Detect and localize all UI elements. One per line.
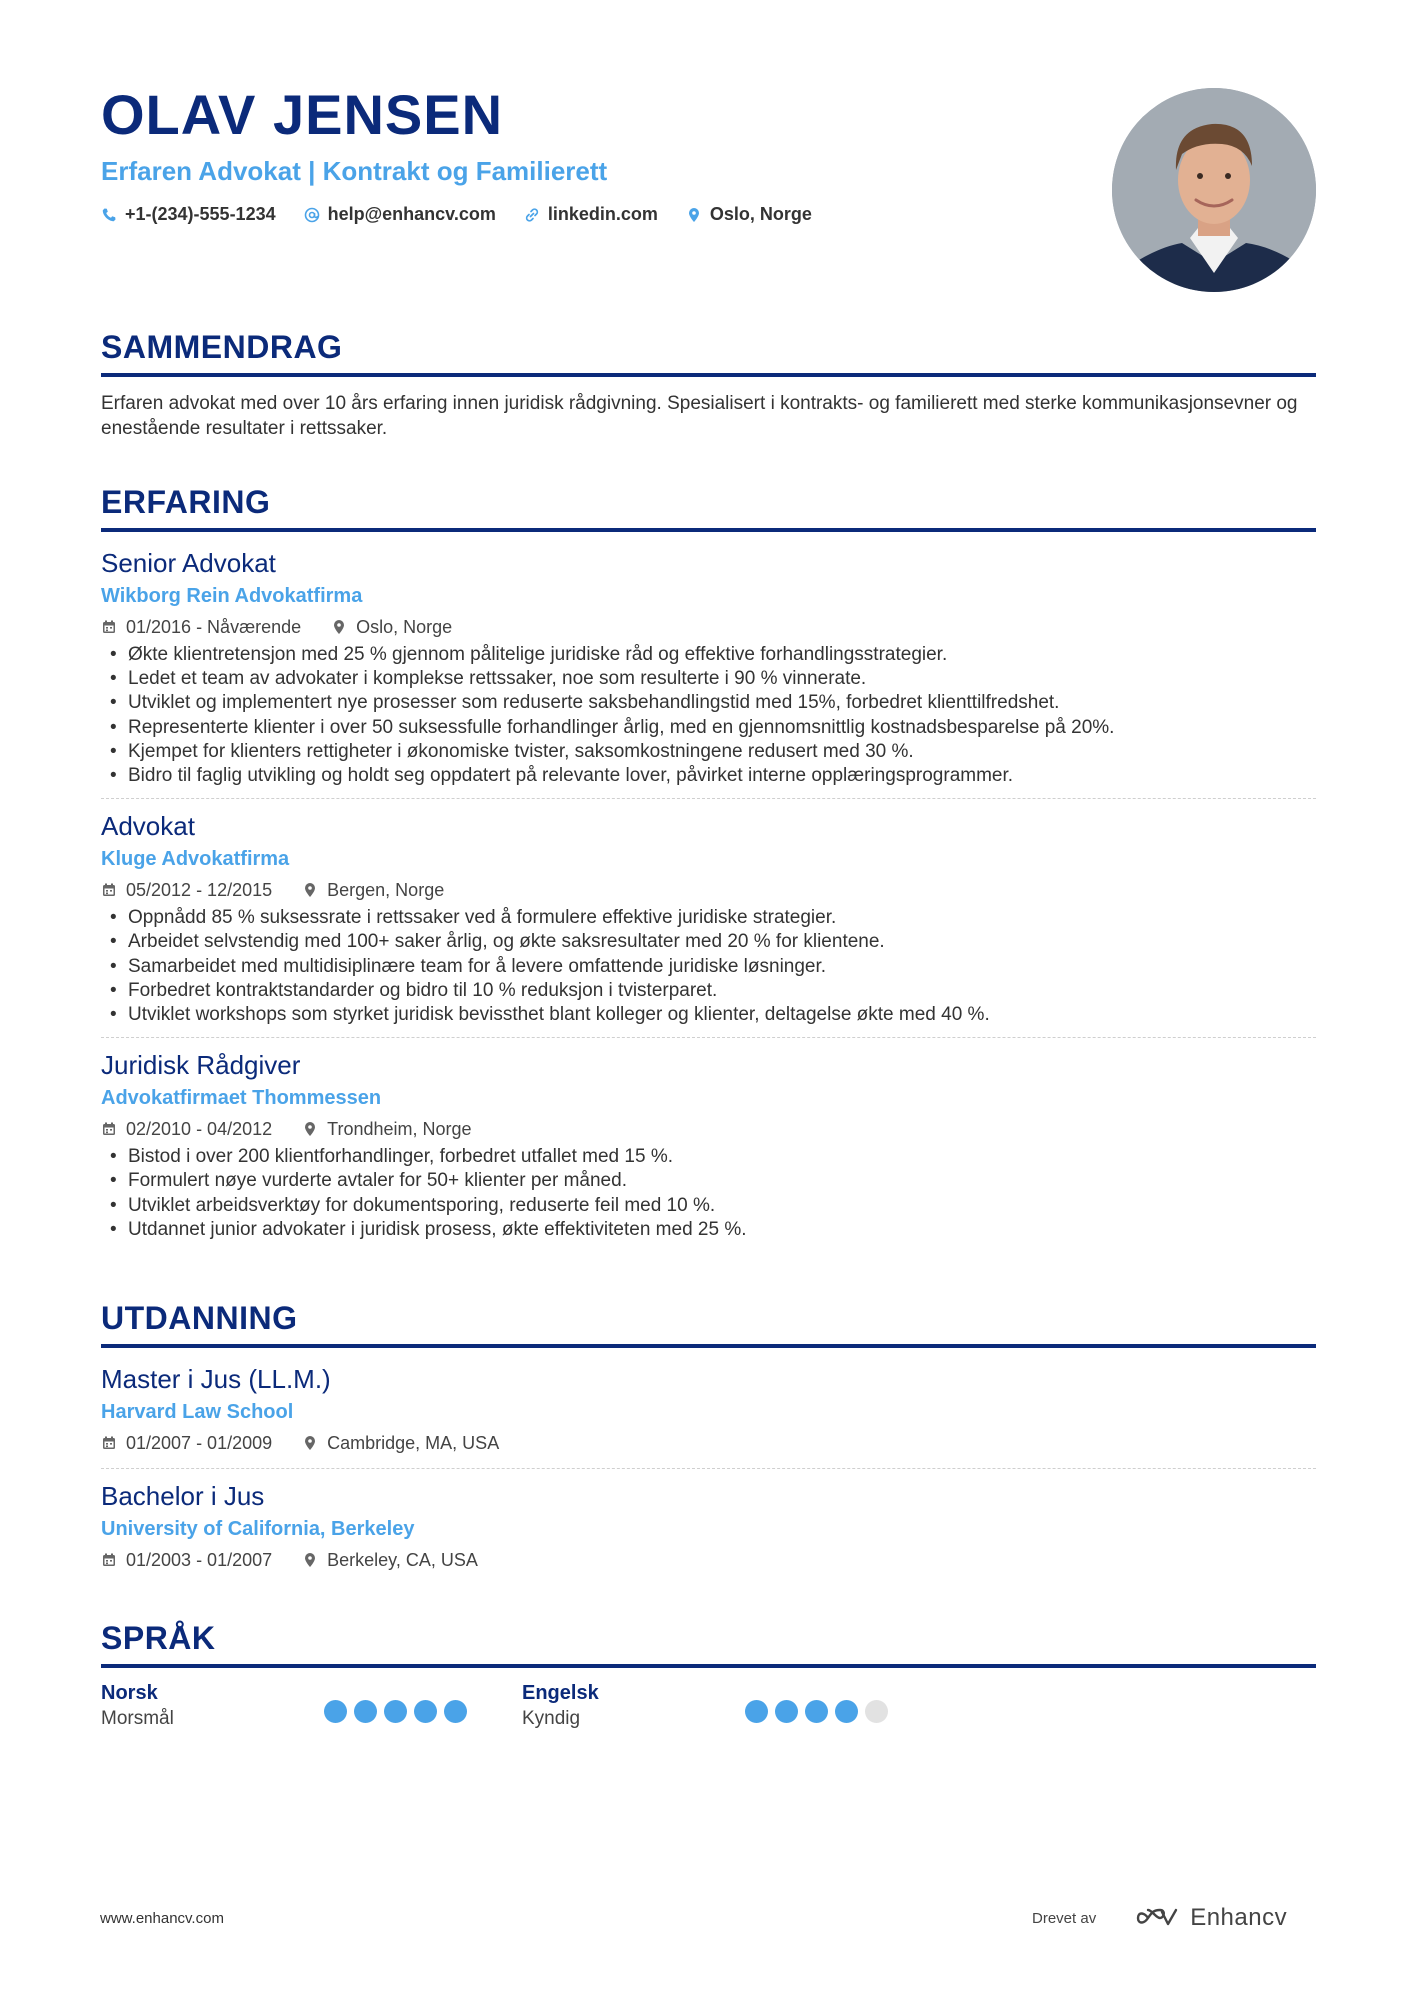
education-location xyxy=(302,1547,478,1573)
job-dates xyxy=(101,1116,272,1142)
language-name: Norsk xyxy=(101,1682,158,1704)
summary-text: Erfaren advokat med over 10 års erfaring innen juridisk rådgivning. Spesialisert i kontrakts- og familierett med sterke kommunikasjonsevner og enestående resultater i rettssaker. xyxy=(101,393,1298,439)
summary-section xyxy=(101,327,1316,441)
education-heading: UTDANNING xyxy=(101,1300,298,1336)
job-location-text: Bergen, Norge xyxy=(327,880,445,901)
job-location xyxy=(302,1116,471,1142)
profile-photo-illustration xyxy=(1112,88,1316,292)
infinity-logo-icon xyxy=(1136,1906,1182,1930)
rating-dot-filled xyxy=(775,1700,798,1723)
language-item xyxy=(101,1680,174,1732)
education-section xyxy=(101,1298,1316,1573)
section-divider xyxy=(101,373,1316,377)
bullet-item: • Representerte klienter i over 50 suksessfulle forhandlinger årlig, med en gjennomsnittlig kostnadsbesparelse på 20%. xyxy=(101,716,1316,740)
candidate-title: Erfaren Advokat | Kontrakt og Familierett xyxy=(101,156,608,186)
link-icon xyxy=(524,207,540,223)
job-meta xyxy=(101,877,1316,903)
education-location-text: Cambridge, MA, USA xyxy=(327,1433,500,1453)
location-text: Oslo, Norge xyxy=(709,204,812,224)
location-pin-icon xyxy=(302,1435,318,1451)
rating-dot-filled xyxy=(745,1700,768,1723)
language-item xyxy=(522,1680,599,1732)
location-pin-icon xyxy=(302,882,318,898)
education-dates xyxy=(101,1547,272,1573)
location-pin-icon xyxy=(686,207,702,223)
rating-dot-filled xyxy=(444,1700,467,1723)
contact-linkedin[interactable] xyxy=(524,204,658,225)
entry-divider xyxy=(101,798,1316,799)
section-divider xyxy=(101,1344,1316,1348)
section-divider xyxy=(101,528,1316,532)
header xyxy=(101,82,1101,225)
brand-logo xyxy=(1136,1904,1287,1932)
job-location xyxy=(302,877,444,903)
powered-by-text: Drevet av xyxy=(1032,1909,1097,1927)
calendar-icon xyxy=(101,1552,117,1568)
school-name: University of California, Berkeley xyxy=(101,1518,415,1540)
education-location xyxy=(302,1430,499,1456)
languages-heading: SPRÅK xyxy=(101,1620,216,1656)
education-entry xyxy=(101,1479,1316,1573)
contact-phone xyxy=(101,204,276,225)
language-rating xyxy=(745,1700,888,1723)
experience-heading: ERFARING xyxy=(101,484,271,520)
bullet-item: • Bistod i over 200 klientforhandlinger, forbedret utfallet med 15 %. xyxy=(101,1145,1316,1169)
location-pin-icon xyxy=(302,1121,318,1137)
education-meta xyxy=(101,1547,1316,1573)
linkedin-text: linkedin.com xyxy=(547,204,658,224)
contact-row xyxy=(101,204,1101,225)
bullet-item: • Økte klientretensjon med 25 % gjennom pålitelige juridiske råd og effektive forhandlingsstrategier. xyxy=(101,643,1316,667)
rating-dot-filled xyxy=(384,1700,407,1723)
entry-divider xyxy=(101,1037,1316,1038)
email-text: help@enhancv.com xyxy=(327,204,496,224)
education-meta xyxy=(101,1430,1316,1456)
education-dates-text: 01/2003 - 01/2007 xyxy=(126,1550,273,1570)
job-dates-text: 01/2016 - Nåværende xyxy=(126,617,302,637)
at-icon xyxy=(304,207,320,223)
languages-section xyxy=(101,1618,1316,1760)
rating-dot-filled xyxy=(835,1700,858,1723)
entry-divider xyxy=(101,1468,1316,1469)
summary-heading: SAMMENDRAG xyxy=(101,329,343,365)
phone-text: +1-(234)-555-1234 xyxy=(125,204,276,224)
bullet-item: • Bidro til faglig utvikling og holdt seg oppdatert på relevante lover, påvirket interne opplæringsprogrammer. xyxy=(101,764,1316,788)
experience-entry xyxy=(101,1048,1316,1242)
location-pin-icon xyxy=(331,619,347,635)
bullet-item: • Kjempet for klienters rettigheter i økonomiske tvister, saksomkostningene redusert med 30 %. xyxy=(101,740,1316,764)
bullet-item: • Arbeidet selvstendig med 100+ saker årlig, og økte saksresultater med 20 % for klientene. xyxy=(101,930,1316,954)
language-level: Morsmål xyxy=(101,1708,174,1729)
calendar-icon xyxy=(101,1435,117,1451)
footer-website[interactable]: www.enhancv.com xyxy=(100,1910,224,1927)
job-role: Advokat xyxy=(101,811,195,842)
job-dates-text: 05/2012 - 12/2015 xyxy=(126,880,273,901)
job-bullets xyxy=(101,906,1316,1027)
experience-entry xyxy=(101,546,1316,788)
language-name: Engelsk xyxy=(522,1682,599,1704)
contact-location xyxy=(686,204,812,225)
bullet-item: • Forbedret kontraktstandarder og bidro til 10 % reduksjon i tvisterparet. xyxy=(101,979,1316,1003)
language-level: Kyndig xyxy=(522,1708,581,1729)
bullet-item: • Ledet et team av advokater i komplekse rettssaker, noe som resulterte i 90 % vinnerate. xyxy=(101,667,1316,691)
bullet-item: • Utviklet arbeidsverktøy for dokumentsporing, reduserte feil med 10 %. xyxy=(101,1194,1316,1218)
education-dates-text: 01/2007 - 01/2009 xyxy=(126,1433,273,1453)
calendar-icon xyxy=(101,619,117,635)
calendar-icon xyxy=(101,882,117,898)
job-company: Advokatfirmaet Thommessen xyxy=(101,1087,382,1110)
education-dates xyxy=(101,1430,272,1456)
job-meta xyxy=(101,614,1316,640)
bullet-item: • Utviklet workshops som styrket juridisk bevissthet blant kolleger og klienter, deltagelse økte med 40 %. xyxy=(101,1003,1316,1027)
calendar-icon xyxy=(101,1121,117,1137)
rating-dot-filled xyxy=(324,1700,347,1723)
school-name: Harvard Law School xyxy=(101,1401,294,1423)
degree-title: Bachelor i Jus xyxy=(101,1481,265,1511)
phone-icon xyxy=(101,207,117,223)
job-dates-text: 02/2010 - 04/2012 xyxy=(126,1119,273,1140)
job-location xyxy=(331,614,452,640)
education-location-text: Berkeley, CA, USA xyxy=(327,1550,478,1570)
rating-dot-empty xyxy=(865,1700,888,1723)
degree-title: Master i Jus (LL.M.) xyxy=(101,1364,331,1394)
brand-name: Enhancv xyxy=(1190,1904,1288,1931)
education-entry xyxy=(101,1362,1316,1456)
bullet-item: • Formulert nøye vurderte avtaler for 50+ klienter per måned. xyxy=(101,1169,1316,1193)
job-bullets xyxy=(101,1145,1316,1242)
job-dates xyxy=(101,614,301,640)
contact-email[interactable] xyxy=(304,204,496,225)
rating-dot-filled xyxy=(414,1700,437,1723)
job-dates xyxy=(101,877,272,903)
job-meta xyxy=(101,1116,1316,1142)
job-company: Kluge Advokatfirma xyxy=(101,848,290,871)
bullet-item: • Utviklet og implementert nye prosesser som reduserte saksbehandlingstid med 15%, forbedret klienttilfredshet. xyxy=(101,691,1316,715)
rating-dot-filled xyxy=(354,1700,377,1723)
bullet-item: • Utdannet junior advokater i juridisk prosess, økte effektiviteten med 25 %. xyxy=(101,1218,1316,1242)
job-role: Senior Advokat xyxy=(101,548,276,578)
job-location-text: Oslo, Norge xyxy=(356,617,453,637)
bullet-item: • Samarbeidet med multidisiplinære team for å levere omfattende juridiske løsninger. xyxy=(101,955,1316,979)
footer-branding xyxy=(1032,1904,1287,1932)
location-pin-icon xyxy=(302,1552,318,1568)
languages-list xyxy=(101,1680,1316,1760)
experience-section xyxy=(101,482,1316,1242)
experience-entry xyxy=(101,809,1316,1027)
job-role: Juridisk Rådgiver xyxy=(101,1050,301,1081)
section-divider xyxy=(101,1664,1316,1668)
bullet-item: • Oppnådd 85 % suksessrate i rettssaker ved å formulere effektive juridiske strategier. xyxy=(101,906,1316,930)
job-company: Wikborg Rein Advokatfirma xyxy=(101,585,363,607)
job-location-text: Trondheim, Norge xyxy=(327,1119,472,1140)
rating-dot-filled xyxy=(805,1700,828,1723)
candidate-name: OLAV JENSEN xyxy=(101,83,504,146)
language-rating xyxy=(324,1700,467,1723)
job-bullets xyxy=(101,643,1316,788)
profile-photo xyxy=(1112,88,1316,292)
